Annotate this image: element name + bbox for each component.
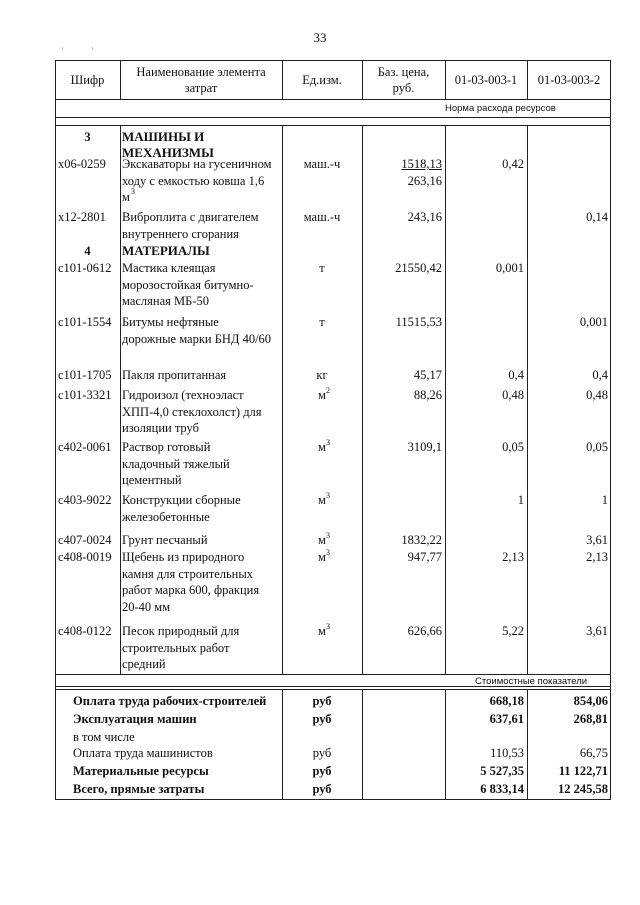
row-price: 88,26 [413, 388, 442, 402]
corner-mark: ' [91, 46, 93, 55]
summary-value-1: 5 527,35 [480, 764, 524, 778]
section-title: МАШИНЫ И МЕХАНИЗМЫ [122, 129, 214, 160]
summary-value-2: 854,06 [573, 694, 608, 708]
row-price: 1832,22 [401, 533, 442, 547]
section-number: 4 [84, 244, 91, 258]
row-name-line: Виброплита с двигателем [122, 210, 259, 224]
summary-value-2: 11 122,71 [558, 764, 608, 778]
header-col2: 01-03-003-2 [537, 73, 601, 87]
table-rule [362, 60, 363, 99]
summary-label: в том числе [73, 730, 135, 744]
row-name-line: Пакля пропитанная [122, 368, 227, 382]
row-code: с101-0612 [58, 261, 112, 275]
row-name-unit: м [122, 190, 130, 204]
row-name-line: Экскаваторы на гусеничном [122, 157, 272, 171]
row-price: 1518,13 [401, 157, 442, 171]
row-name-line: масляная МБ-50 [122, 294, 209, 308]
summary-value-1: 668,18 [489, 694, 524, 708]
row-unit-sup: 3 [326, 491, 330, 500]
header-code: Шифр [70, 73, 105, 87]
row-value-1: 0,05 [502, 440, 524, 454]
row-unit: м [318, 550, 326, 564]
row-name-line: цементный [122, 473, 182, 487]
table-rule [55, 60, 56, 800]
header-price: Баз. цена, руб. [377, 65, 430, 95]
row-unit: т [319, 315, 325, 329]
table-rule [55, 674, 611, 675]
row-name-line: строительных работ [122, 640, 230, 655]
row-unit: м [318, 493, 326, 507]
row-code: с408-0122 [58, 624, 112, 638]
row-unit: маш.-ч [303, 157, 341, 171]
row-unit: м [318, 533, 326, 547]
summary-unit: руб [312, 694, 332, 708]
row-unit: м [318, 440, 326, 454]
summary-value-2: 66,75 [579, 746, 608, 760]
row-code: с403-9022 [58, 493, 112, 507]
row-value-1: 1 [517, 493, 524, 507]
row-code: х12-2801 [58, 210, 106, 224]
row-unit-sup: 2 [326, 386, 330, 395]
summary-label: Оплата труда рабочих-строителей [73, 694, 267, 708]
table-rule [610, 60, 611, 800]
row-name-line: внутреннего сгорания [122, 226, 239, 241]
summary-value-1: 110,53 [490, 746, 524, 760]
page-number: 33 [313, 30, 327, 45]
row-name-line: дорожные марки БНД 40/60 [122, 331, 272, 346]
row-unit-sup: 3 [326, 622, 330, 631]
row-price: 45,17 [413, 368, 442, 382]
resource-table [55, 60, 611, 800]
row-price-2: 263,16 [407, 173, 442, 188]
row-name-line: Гидроизол (техноэласт [122, 388, 244, 402]
row-unit: т [319, 261, 325, 275]
row-value-2: 0,001 [579, 315, 608, 329]
table-rule [527, 60, 528, 99]
row-name-line: Щебень из природного [122, 550, 245, 564]
row-name-line: ХПП-4,0 стеклохолст) для [122, 404, 262, 419]
row-name-line: 20-40 мм [122, 599, 171, 614]
row-value-2: 3,61 [586, 533, 608, 547]
row-code: с402-0061 [58, 440, 112, 454]
row-unit-sup: 3 [326, 548, 330, 557]
row-value-1: 2,13 [502, 550, 524, 564]
row-name-line: камня для строительных [122, 566, 254, 581]
row-value-2: 0,05 [586, 440, 608, 454]
summary-value-1: 6 833,14 [480, 782, 524, 796]
table-rule [120, 60, 121, 99]
row-name-line: Мастика клеящая [122, 261, 216, 275]
header-unit: Ед.изм. [302, 73, 342, 87]
row-name-line: работ марка 600, фракция [122, 583, 260, 597]
summary-value-2: 268,81 [573, 712, 608, 726]
table-rule [362, 689, 363, 800]
row-name-line: Конструкции сборные [122, 493, 241, 507]
summary-unit: руб [312, 712, 332, 726]
row-name-line: Песок природный для [122, 624, 240, 638]
summary-label: Всего, прямые затраты [73, 782, 205, 796]
row-value-2: 2,13 [586, 550, 608, 564]
header-name: Наименование элемента затрат [136, 65, 266, 95]
summary-value-1: 637,61 [489, 712, 524, 726]
row-value-2: 0,4 [592, 368, 608, 382]
row-name-line: кладочный тяжелый [122, 456, 230, 471]
row-code: с408-0019 [58, 550, 112, 564]
row-value-1: 0,001 [495, 261, 524, 275]
table-rule [282, 60, 283, 99]
section-number: 3 [84, 130, 91, 144]
row-code: с101-3321 [58, 388, 112, 402]
row-value-1: 0,48 [502, 388, 524, 402]
row-name-line: Грунт песчаный [122, 533, 208, 547]
table-rule [445, 60, 446, 99]
row-price: 947,77 [407, 550, 442, 564]
summary-value-2: 12 245,58 [558, 782, 608, 796]
row-name-unit-sup: 3 [131, 187, 135, 196]
summary-label: Оплата труда машинистов [73, 746, 213, 760]
row-price: 243,16 [407, 210, 442, 224]
header-col1: 01-03-003-1 [454, 73, 518, 87]
row-name-line: Раствор готовый [122, 440, 211, 454]
cost-label: Стоимостные показатели [475, 676, 588, 687]
row-name-line: Битумы нефтяные [122, 315, 219, 329]
row-code: с101-1705 [58, 368, 112, 382]
row-value-1: 0,42 [502, 157, 524, 171]
row-code: с407-0024 [58, 533, 112, 547]
row-name-line: морозостойкая битумно- [122, 277, 254, 292]
row-price: 21550,42 [395, 261, 442, 275]
section-title: МАТЕРИАЛЫ [122, 243, 210, 258]
row-value-2: 1 [601, 493, 608, 507]
summary-label: Материальные ресурсы [73, 764, 209, 778]
row-value-1: 5,22 [502, 624, 524, 638]
row-code: х06-0259 [58, 157, 106, 171]
row-price: 11515,53 [395, 315, 442, 329]
row-name-line: ходу с емкостью ковша 1,6 [122, 173, 265, 188]
row-unit-sup: 3 [326, 531, 330, 540]
row-unit: маш.-ч [303, 210, 341, 224]
summary-label: Эксплуатация машин [73, 712, 197, 726]
table-rule [55, 99, 611, 100]
row-name-line: средний [122, 657, 166, 671]
row-price: 626,66 [407, 624, 442, 638]
summary-unit: руб [312, 764, 332, 778]
row-unit: м [318, 624, 326, 638]
row-name-line: изоляции труб [122, 421, 199, 435]
row-unit-sup: 3 [326, 438, 330, 447]
norm-label: Норма расхода ресурсов [445, 103, 556, 114]
row-code: с101-1554 [58, 315, 112, 329]
row-unit: м [318, 388, 326, 402]
row-value-2: 0,48 [586, 388, 608, 402]
corner-marks [62, 46, 121, 55]
row-unit: кг [316, 368, 328, 382]
row-value-2: 0,14 [586, 210, 608, 224]
table-rule [120, 125, 121, 674]
summary-unit: руб [312, 782, 332, 796]
table-rule [55, 117, 611, 118]
row-price: 3109,1 [407, 440, 442, 454]
corner-mark: ' [62, 46, 64, 55]
row-value-2: 3,61 [586, 624, 608, 638]
row-value-1: 0,4 [508, 368, 524, 382]
summary-unit: руб [312, 746, 332, 760]
row-name-line: железобетонные [122, 509, 210, 524]
